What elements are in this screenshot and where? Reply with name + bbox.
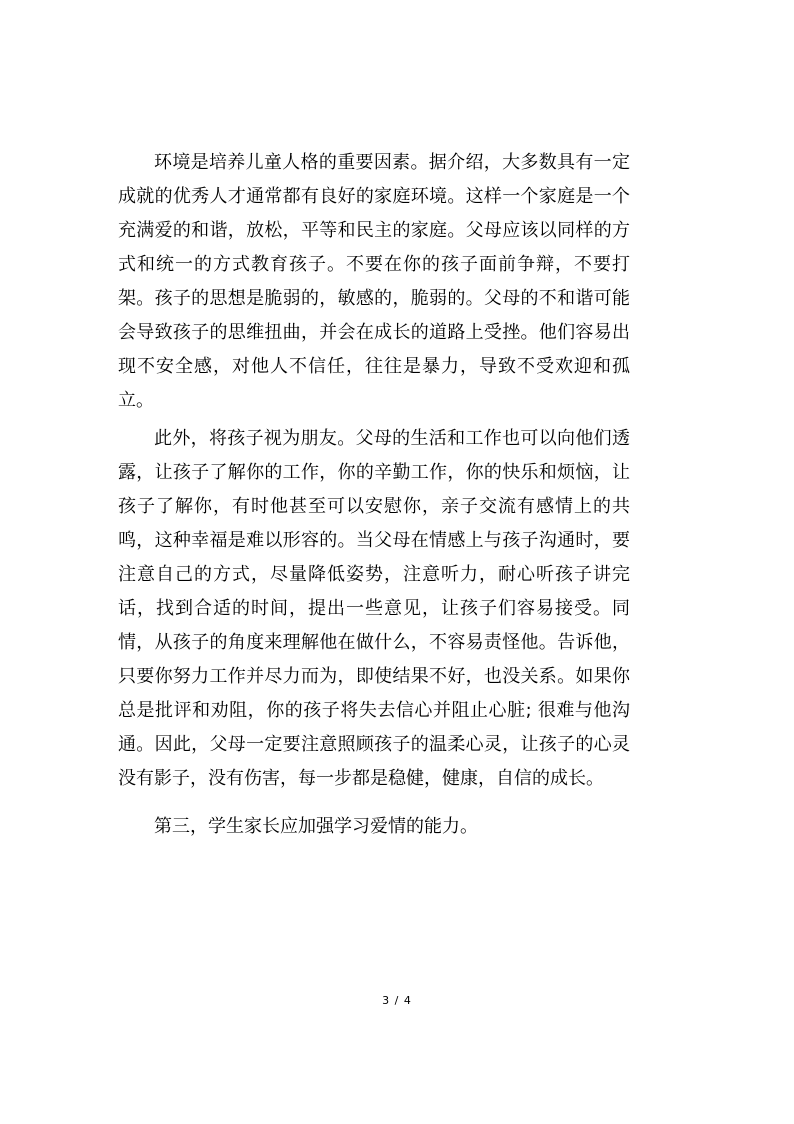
paragraph-family-environment: 环境是培养儿童人格的重要因素。据介绍，大多数具有一定成就的优秀人才通常都有良好的家庭环境。这样一个家庭是一个充满爱的和谐，放松，平等和民主的家庭。父母应该以同样的方式和统一的方式教育孩子。不要在你的孩子面前争辩，不要打架。孩子的思想是脆弱的，敏感的，脆弱的。父母的不和谐可能会导致孩子的思维扭曲，并会在成长的道路上受挫。他们容易出现不安全感，对他人不信任，往往是暴力，导致不受欢迎和孤立。: [118, 152, 630, 411]
paragraph-child-as-friend: 此外，将孩子视为朋友。父母的生活和工作也可以向他们透露，让孩子了解你的工作，你的辛勤工作，你的快乐和烦恼，让孩子了解你，有时他甚至可以安慰你，亲子交流有感情上的共鸣，这种幸福是难以形容的。当父母在情感上与孩子沟通时，要注意自己的方式，尽量降低姿势，注意听力，耐心听孩子讲完话，找到合适的时间，提出一些意见，让孩子们容易接受。同情，从孩子的角度来理解他在做什么，不容易责怪他。告诉他，只要你努力工作并尽力而为，即使结果不好，也没关系。如果你总是批评和劝阻，你的孩子将失去信心并阻止心脏; 很难与他沟通。因此，父母一定要注意照顾孩子的温柔心灵，让孩子的心灵没有影子，没有伤害，每一步都是稳健，健康，自信的成长。: [118, 428, 630, 789]
page-number: 3 / 4: [382, 994, 412, 1007]
document-body: [118, 146, 630, 844]
paragraph-third-point: 第三，学生家长应加强学习爱情的能力。: [154, 816, 478, 837]
